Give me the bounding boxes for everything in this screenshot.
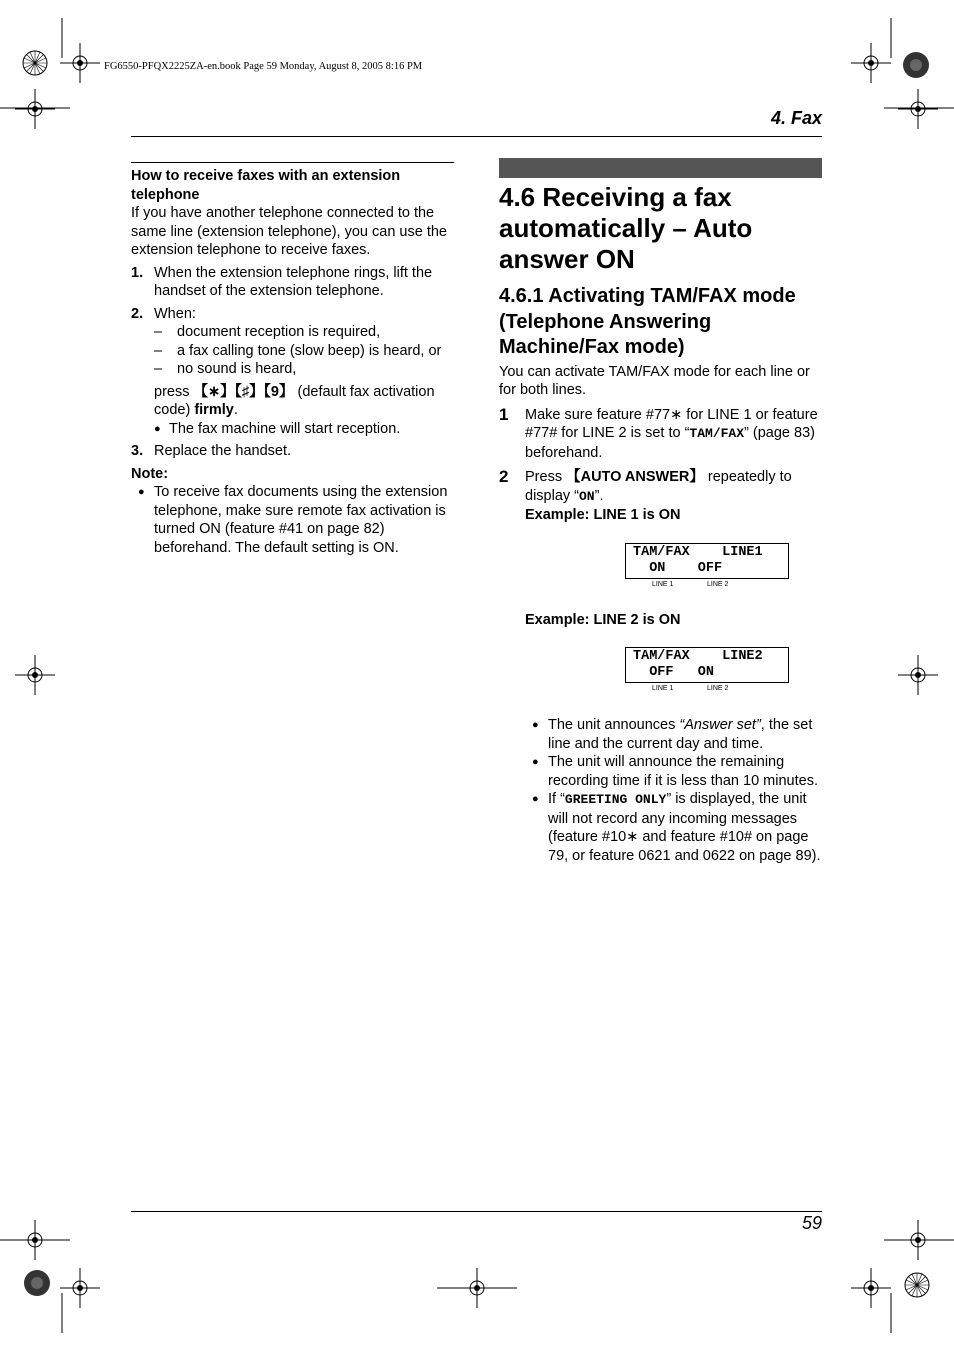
note-item: ● To receive fax documents using the extension telephone, make sure remote fax activation is turned ON (feature #41 on page 82) beforehand. The default setting is ON. bbox=[131, 483, 454, 557]
crosshair-target-icon bbox=[15, 89, 55, 129]
crosshair-target-icon bbox=[15, 655, 55, 695]
step-text: When the extension telephone rings, lift the handset of the extension telephone. bbox=[154, 264, 433, 299]
bullet-item: ● The unit announces “Answer set”, the set line and the current day and time. bbox=[525, 716, 822, 753]
registration-mark-icon bbox=[15, 43, 55, 83]
dash-item: – a fax calling tone (slow beep) is heard, or bbox=[154, 342, 442, 359]
footer-rule bbox=[131, 1211, 822, 1212]
bullet-icon: ● bbox=[532, 793, 539, 805]
step-text: Press 【AUTO ANSWER】 repeatedly to display “ON”. bbox=[525, 469, 792, 504]
file-header: FG6550-PFQX2225ZA-en.book Page 59 Monday, August 8, 2005 8:16 PM bbox=[104, 61, 423, 72]
step-3 bbox=[131, 442, 454, 461]
crosshair-target-icon bbox=[898, 655, 938, 695]
section-bar bbox=[499, 158, 822, 178]
step-text: When: bbox=[154, 305, 196, 322]
section-title: 4.6 Receiving a fax automatically – Auto answer ON bbox=[499, 182, 753, 274]
subsection-intro: You can activate TAM/FAX mode for each line or for both lines. bbox=[499, 363, 810, 398]
step-number: 1 bbox=[499, 404, 509, 424]
header-rule bbox=[131, 136, 822, 137]
crosshair-target-icon bbox=[457, 1268, 497, 1308]
press-instruction: press 【∗】【♯】【9】 (default fax activation code) firmly. bbox=[154, 383, 435, 418]
step-1 bbox=[131, 264, 454, 301]
step-number: 2 bbox=[499, 467, 509, 486]
subsection-title: 4.6.1 Activating TAM/FAX mode (Telephone Answering Machine/Fax mode) bbox=[499, 285, 796, 358]
key-sequence: 【∗】【♯】【9】 bbox=[193, 383, 294, 400]
example-label: Example: LINE 1 is ON bbox=[525, 507, 681, 523]
crosshair-target-icon bbox=[60, 1268, 100, 1308]
step-number: 2. bbox=[131, 305, 144, 322]
right-column bbox=[499, 158, 822, 865]
bullet-item: ● If “GREETING ONLY” is displayed, the unit will not record any incoming messages (feature #10∗ and feature #10# on page 79, or feature 0621 and 0622 on page 89). bbox=[525, 790, 822, 865]
registration-mark-icon bbox=[897, 1265, 937, 1305]
crosshair-target-icon bbox=[60, 43, 100, 83]
registration-mark-icon bbox=[17, 1263, 57, 1303]
crosshair-target-icon bbox=[15, 1220, 55, 1260]
lcd-display: TAM/FAX LINE2 OFF ON bbox=[625, 647, 789, 683]
lcd-display: TAM/FAX LINE1 ON OFF bbox=[625, 543, 789, 579]
lcd-line-labels: LINE 1 LINE 2 bbox=[652, 685, 729, 692]
bullet-item: ● The unit will announce the remaining recording time if it is less than 10 minutes. bbox=[525, 753, 822, 790]
dash-item: – document reception is required, bbox=[154, 324, 381, 340]
bullet-icon: ● bbox=[154, 422, 161, 435]
subhead-rule bbox=[131, 162, 454, 163]
step-text: Replace the handset. bbox=[154, 443, 292, 459]
note-heading: Note: bbox=[131, 465, 169, 482]
step-2 bbox=[131, 305, 454, 439]
step-number: 3. bbox=[131, 443, 144, 459]
dash-item: – no sound is heard, bbox=[154, 361, 297, 377]
lcd-line-labels: LINE 1 LINE 2 bbox=[652, 580, 729, 588]
page-number: 59 bbox=[801, 1213, 822, 1233]
step-text: Make sure feature #77∗ for LINE 1 or feature #77# for LINE 2 is set to “TAM/FAX” (page 83) beforehand. bbox=[525, 406, 818, 461]
step-number: 1. bbox=[131, 264, 144, 281]
registration-mark-icon bbox=[896, 45, 936, 85]
auto-answer-key: 【AUTO ANSWER】 bbox=[566, 469, 704, 485]
example-label: Example: LINE 2 is ON bbox=[525, 611, 681, 628]
bullet-icon: ● bbox=[138, 486, 145, 498]
extension-intro: If you have another telephone connected to the same line (extension telephone), you can use the extension telephone to receive faxes. bbox=[131, 205, 447, 258]
section-tag: 4. Fax bbox=[770, 108, 822, 128]
left-column bbox=[131, 162, 454, 557]
bullet-item: ● The fax machine will start reception. bbox=[154, 420, 401, 437]
extension-heading: How to receive faxes with an extension telephone bbox=[131, 168, 401, 203]
crosshair-target-icon bbox=[898, 89, 938, 129]
step-1 bbox=[499, 406, 822, 463]
bullet-icon: ● bbox=[532, 719, 539, 731]
crosshair-target-icon bbox=[898, 1220, 938, 1260]
crosshair-target-icon bbox=[851, 1268, 891, 1308]
step-2 bbox=[499, 468, 822, 506]
crosshair-target-icon bbox=[851, 43, 891, 83]
bullet-icon: ● bbox=[532, 756, 539, 768]
